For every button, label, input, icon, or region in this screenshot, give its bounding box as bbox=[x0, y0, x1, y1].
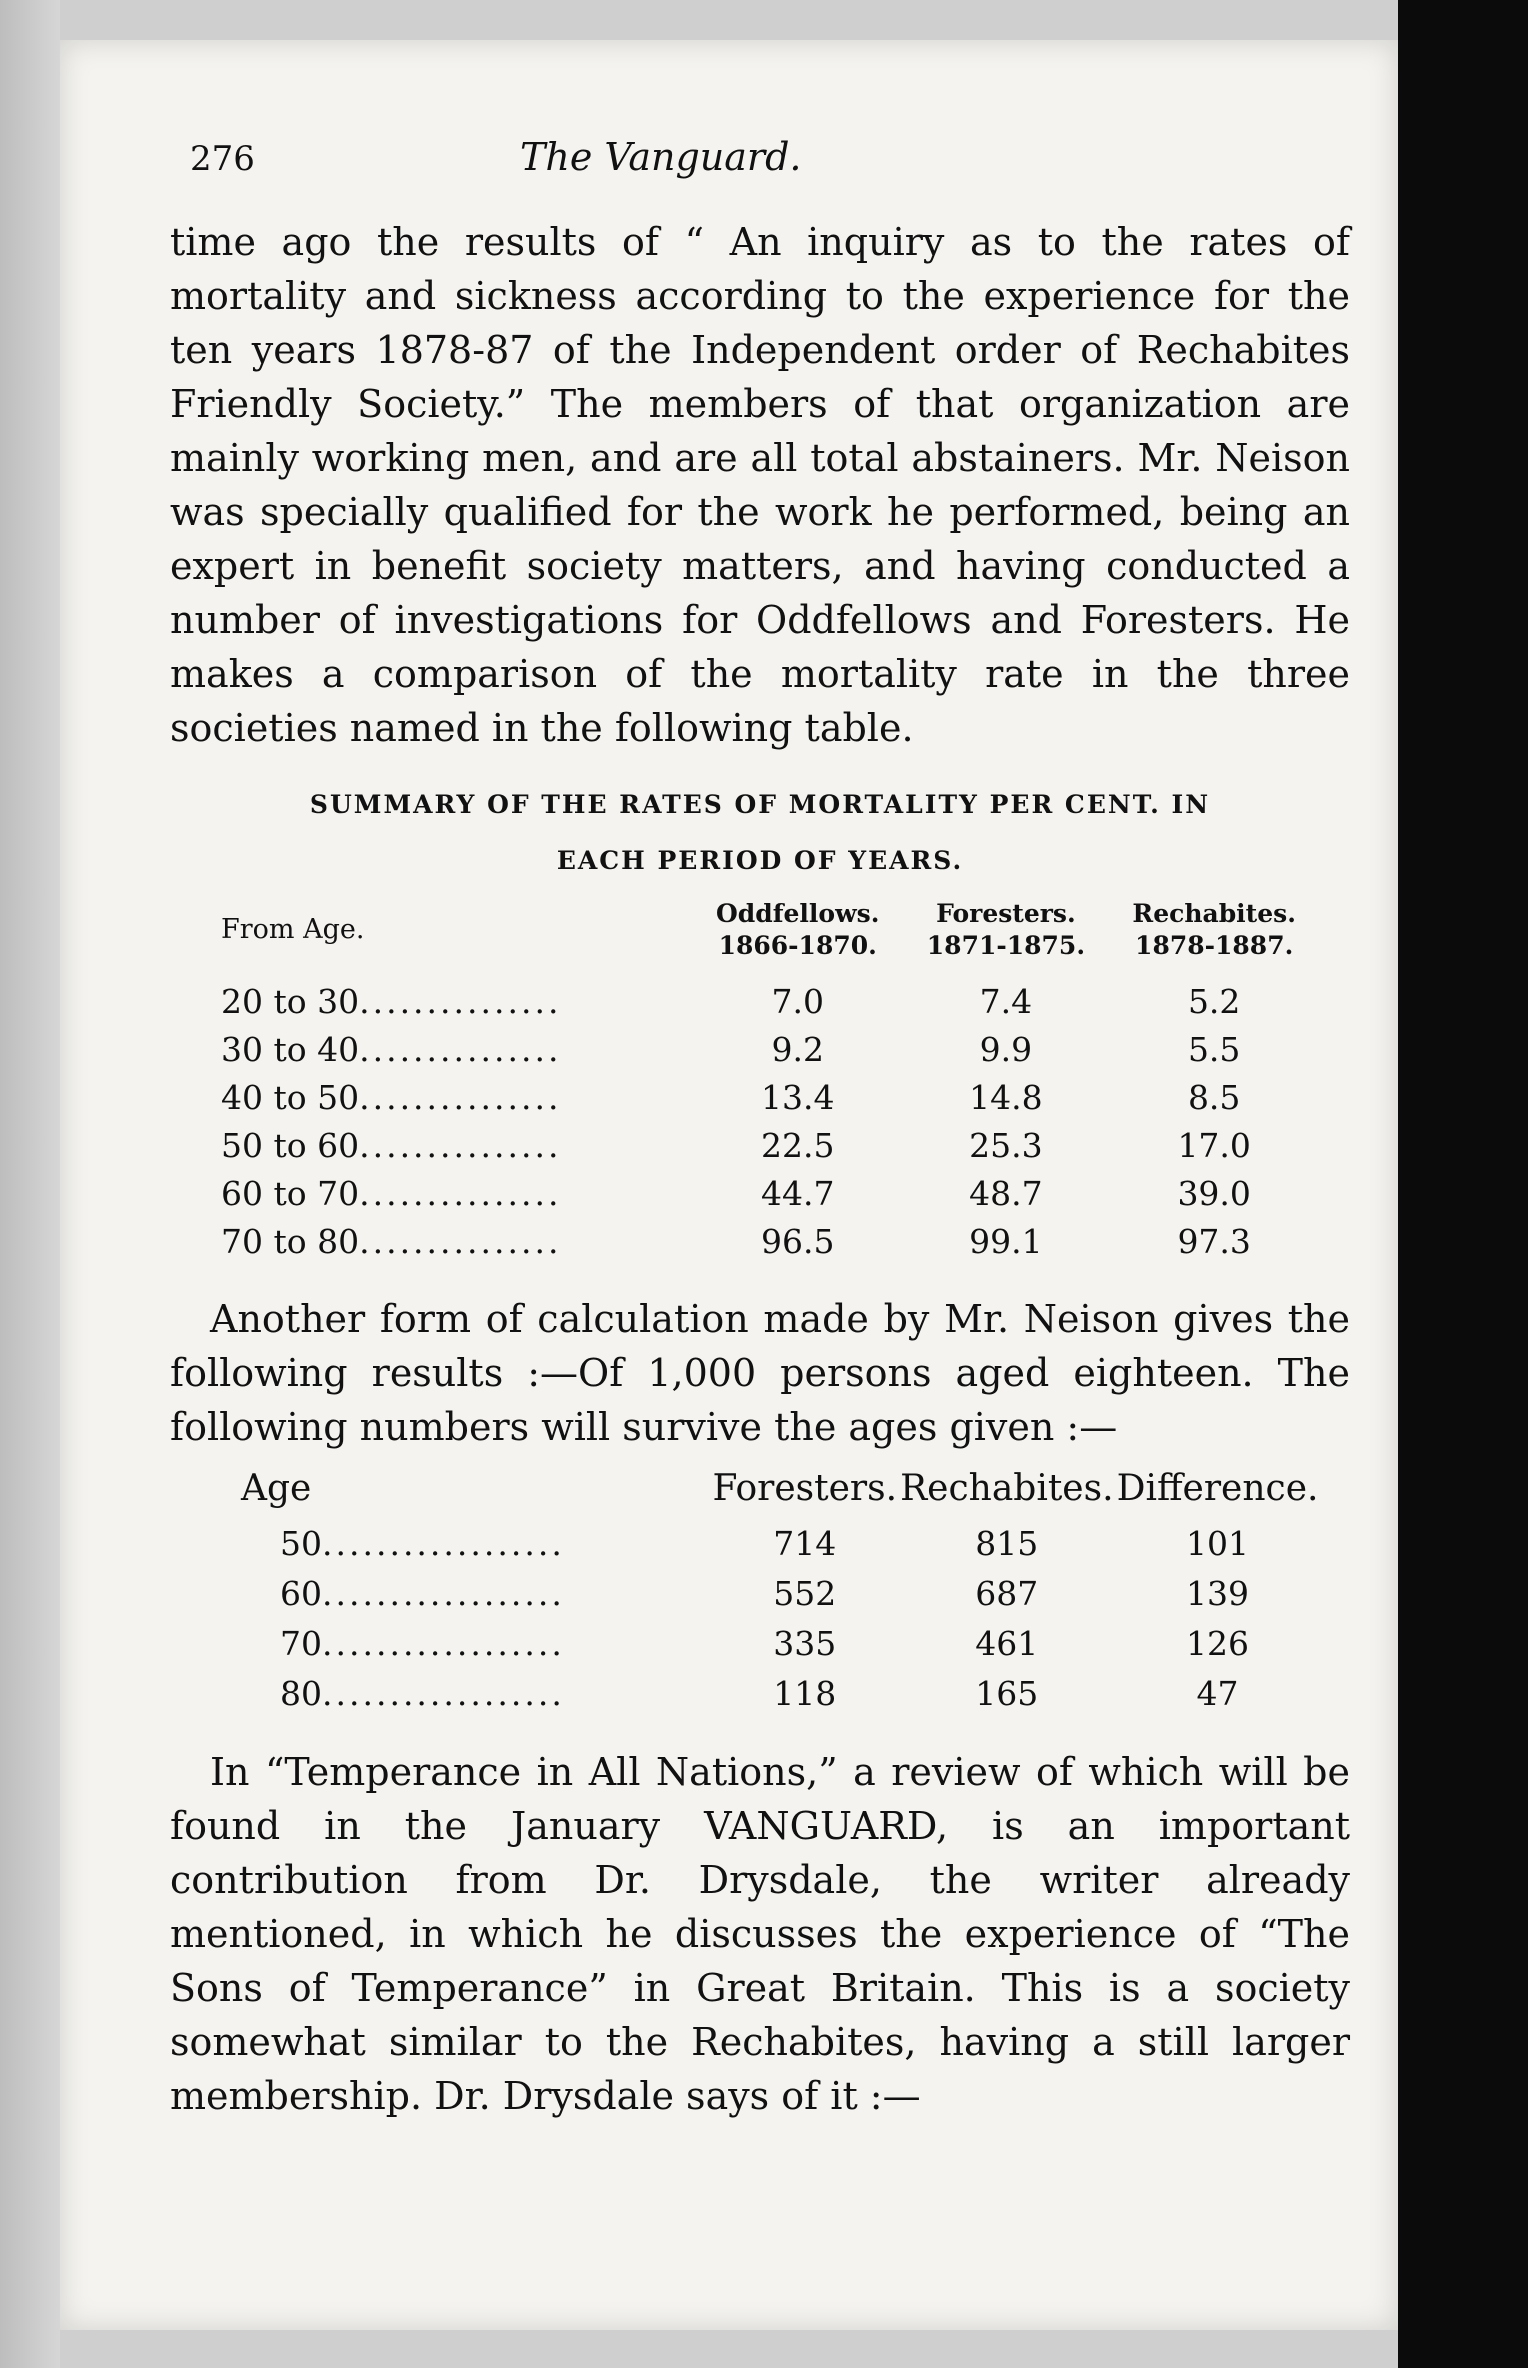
table-row bbox=[220, 1122, 1320, 1170]
value-cell: 101 bbox=[1186, 1524, 1250, 1563]
age-range-cell bbox=[220, 1122, 692, 1170]
value-cell: 9.9 bbox=[979, 1030, 1033, 1069]
dot-leader: ............... bbox=[359, 1222, 562, 1261]
rechabites-column-header: Rechabites. bbox=[900, 1468, 1114, 1509]
age-range-cell bbox=[220, 978, 692, 1026]
age-range-cell bbox=[220, 1074, 692, 1122]
paragraph-1: time ago the results of “ An inquiry as to the rates of mortality and sickness according to the experience for the ten years 1878-87 of the Independent order of Rechabites Friendly Society.” The members of that organization are mainly working men, and are all total abstainers. Mr. Neison was specially qualified for the work he performed, being an expert in benefit society matters, and having conducted a number of investigations for Oddfellows and Foresters. He makes a comparison of the mortality rate in the three societies named in the following table. bbox=[170, 220, 1350, 750]
table-row bbox=[240, 1619, 1320, 1669]
value-cell: 25.3 bbox=[969, 1126, 1043, 1165]
age-range: 30 to 40 bbox=[221, 1030, 360, 1069]
age-value: 60 bbox=[280, 1574, 322, 1613]
age-range-cell bbox=[220, 1170, 692, 1218]
value-cell: 552 bbox=[773, 1574, 837, 1613]
value-cell: 139 bbox=[1186, 1574, 1250, 1613]
value-cell: 165 bbox=[975, 1674, 1039, 1713]
age-range: 60 to 70 bbox=[221, 1174, 360, 1213]
table-row bbox=[240, 1519, 1320, 1569]
dot-leader: ............... bbox=[359, 1174, 562, 1213]
page-number: 276 bbox=[190, 139, 255, 179]
value-cell: 97.3 bbox=[1177, 1222, 1251, 1261]
value-cell: 8.5 bbox=[1187, 1078, 1241, 1117]
spacer bbox=[170, 1719, 1350, 1745]
value-cell: 714 bbox=[773, 1524, 837, 1563]
mortality-header-row bbox=[220, 897, 1320, 978]
value-cell: 5.2 bbox=[1187, 982, 1241, 1021]
value-cell: 99.1 bbox=[969, 1222, 1043, 1261]
paragraph-2: Another form of calculation made by Mr. Neison gives the following results :—Of 1,000 persons aged eighteen. The following numbers will survive the ages given :— bbox=[170, 1297, 1350, 1449]
column-years: 1878-1887. bbox=[1135, 931, 1294, 960]
age-cell bbox=[240, 1519, 711, 1569]
mortality-table bbox=[220, 897, 1320, 1266]
mortality-table-title-line-1: SUMMARY OF THE RATES OF MORTALITY PER CENT. IN bbox=[309, 790, 1211, 819]
age-value: 70 bbox=[280, 1624, 322, 1663]
age-range: 50 to 60 bbox=[221, 1126, 360, 1165]
survival-header-row bbox=[240, 1466, 1320, 1519]
value-cell: 687 bbox=[975, 1574, 1039, 1613]
dot-leader: .................. bbox=[322, 1624, 565, 1663]
foresters-column-header bbox=[903, 897, 1108, 978]
foresters-column-header: Foresters. bbox=[712, 1468, 898, 1509]
age-range: 20 to 30 bbox=[221, 982, 360, 1021]
value-cell: 22.5 bbox=[760, 1126, 835, 1165]
dot-leader: ............... bbox=[359, 1078, 562, 1117]
paragraph-3: In “Temperance in All Nations,” a review of which will be found in the January VANGUARD, is an important contribution from Dr. Drysdale, the writer already mentioned, in which he discusses the experience of “The Sons of Temperance” in Great Britain. This is a society somewhat similar to the Rechabites, having a still larger membership. Dr. Drysdale says of it :— bbox=[170, 1750, 1350, 2118]
oddfellows-column-header bbox=[692, 897, 903, 978]
value-cell: 461 bbox=[975, 1624, 1039, 1663]
age-cell bbox=[240, 1619, 711, 1669]
dot-leader: .................. bbox=[322, 1574, 565, 1613]
table-row bbox=[240, 1569, 1320, 1619]
table-row bbox=[220, 1074, 1320, 1122]
column-name: Oddfellows. bbox=[716, 899, 880, 928]
spacer bbox=[170, 1266, 1350, 1292]
age-range-cell bbox=[220, 1218, 692, 1266]
dot-leader: .................. bbox=[322, 1524, 565, 1563]
age-cell bbox=[240, 1569, 711, 1619]
age-range: 40 to 50 bbox=[221, 1078, 360, 1117]
table-row bbox=[220, 1170, 1320, 1218]
dot-leader: .................. bbox=[322, 1674, 565, 1713]
book-page bbox=[60, 40, 1398, 2330]
page-content bbox=[170, 135, 1350, 2123]
page-header bbox=[190, 135, 1350, 179]
column-years: 1871-1875. bbox=[926, 931, 1086, 960]
value-cell: 13.4 bbox=[760, 1078, 835, 1117]
value-cell: 126 bbox=[1186, 1624, 1250, 1663]
scan-right-edge bbox=[1398, 0, 1528, 2368]
dot-leader: ............... bbox=[359, 1126, 562, 1165]
age-column-header: From Age. bbox=[221, 914, 365, 945]
age-cell bbox=[240, 1669, 711, 1719]
mortality-table-title-line-2: EACH PERIOD OF YEARS. bbox=[556, 846, 964, 875]
dot-leader: ............... bbox=[359, 982, 562, 1021]
running-title: The Vanguard. bbox=[520, 135, 802, 179]
value-cell: 48.7 bbox=[969, 1174, 1043, 1213]
age-range-cell bbox=[220, 1026, 692, 1074]
value-cell: 7.0 bbox=[771, 982, 824, 1021]
table-row bbox=[240, 1669, 1320, 1719]
value-cell: 47 bbox=[1196, 1674, 1239, 1713]
age-range: 70 to 80 bbox=[221, 1222, 360, 1261]
rechabites-column-header bbox=[1108, 897, 1320, 978]
value-cell: 118 bbox=[773, 1674, 837, 1713]
table-row bbox=[220, 1218, 1320, 1266]
value-cell: 7.4 bbox=[979, 982, 1033, 1021]
age-value: 80 bbox=[280, 1674, 322, 1713]
table-row bbox=[220, 978, 1320, 1026]
difference-column-header: Difference. bbox=[1116, 1468, 1319, 1509]
value-cell: 17.0 bbox=[1177, 1126, 1251, 1165]
survival-table bbox=[240, 1466, 1320, 1719]
age-column-header: Age bbox=[241, 1468, 312, 1509]
dot-leader: ............... bbox=[359, 1030, 562, 1069]
value-cell: 335 bbox=[773, 1624, 837, 1663]
age-value: 50 bbox=[280, 1524, 322, 1563]
mortality-table-title bbox=[170, 777, 1350, 889]
column-years: 1866-1870. bbox=[718, 931, 877, 960]
value-cell: 44.7 bbox=[760, 1174, 835, 1213]
value-cell: 9.2 bbox=[771, 1030, 824, 1069]
column-name: Foresters. bbox=[936, 899, 1076, 928]
value-cell: 815 bbox=[975, 1524, 1039, 1563]
table-row bbox=[220, 1026, 1320, 1074]
value-cell: 39.0 bbox=[1177, 1174, 1251, 1213]
value-cell: 5.5 bbox=[1187, 1030, 1241, 1069]
value-cell: 96.5 bbox=[760, 1222, 835, 1261]
scan-left-edge bbox=[0, 0, 60, 2368]
column-name: Rechabites. bbox=[1132, 899, 1296, 928]
value-cell: 14.8 bbox=[969, 1078, 1043, 1117]
